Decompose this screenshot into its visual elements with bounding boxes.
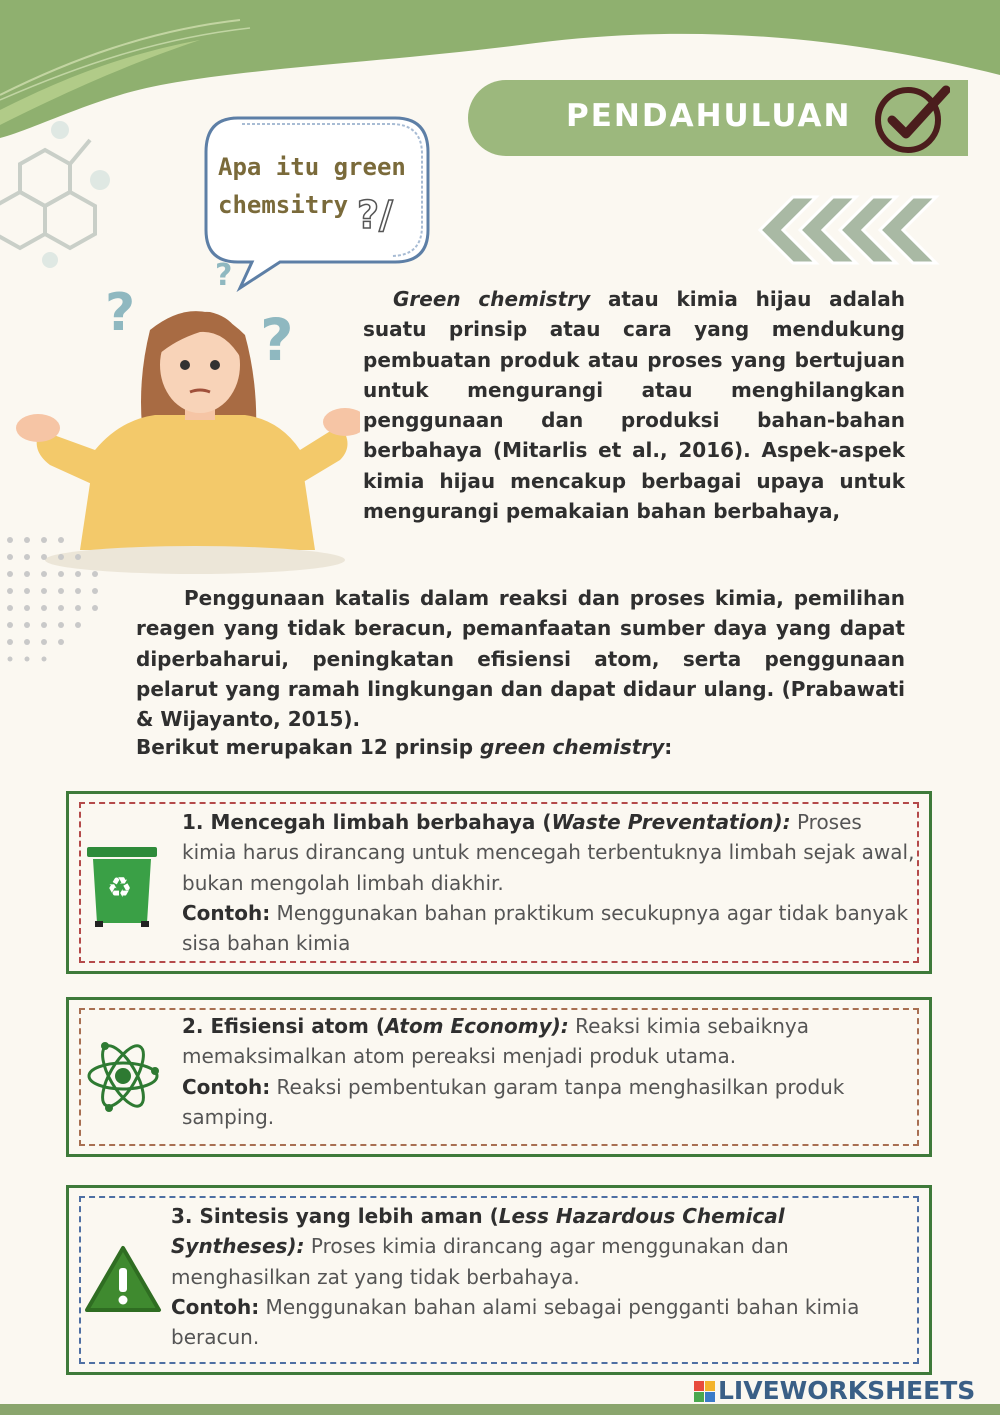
principle-title-en-1: Waste Preventation): xyxy=(551,810,791,834)
watermark[interactable]: LIVEWORKSHEETS xyxy=(718,1376,976,1405)
page-title: PENDAHULUAN xyxy=(566,98,852,134)
svg-text:?: ? xyxy=(215,258,233,293)
footer-bar xyxy=(0,1404,1000,1415)
aspects-text: Penggunaan katalis dalam reaksi dan proses kimia, pemilihan reagen yang tidak beracun, pemanfaatan sumber daya yang dapat diperbaharui, peningkatan efisiensi atom, serta penggunaan pelarut yang ramah lingkungan dan dapat didaur ulang. (Prabawati & Wijayanto, 2015). xyxy=(136,586,905,732)
principle-example-1: Menggunakan bahan praktikum secukupnya agar tidak banyak sisa bahan kimia xyxy=(182,900,909,956)
aspects-paragraph xyxy=(136,583,905,734)
principle-title-en-3: Less Hazardous Chemical Syntheses): xyxy=(171,1204,785,1259)
principle-example-label-2: Contoh: xyxy=(182,1074,271,1099)
principle-example-label-1: Contoh: xyxy=(182,900,271,925)
svg-text:?/: ?/ xyxy=(357,193,393,237)
list-intro xyxy=(136,735,672,759)
atom-icon xyxy=(85,1038,161,1114)
principle-example-label-3: Contoh: xyxy=(171,1294,260,1319)
svg-text:?: ? xyxy=(105,283,136,343)
principle-example-3: Menggunakan bahan alami sebagai pengganti bahan kimia beracun. xyxy=(171,1294,860,1350)
list-intro-term: green chemistry xyxy=(480,735,665,759)
molecule-icon xyxy=(0,120,130,270)
principle-text-1 xyxy=(182,807,922,958)
principle-desc-2: Reaksi kimia sebaiknya memaksimalkan atom pereaksi menjadi produk utama. xyxy=(182,1014,809,1069)
dot-pattern xyxy=(5,535,115,665)
intro-paragraph xyxy=(363,284,905,526)
principle-title-1: 1. Mencegah limbah berbahaya ( xyxy=(182,810,552,834)
question-exclamation-icon xyxy=(355,188,407,238)
liveworksheets-logo-icon xyxy=(694,1381,716,1403)
svg-text:♻: ♻ xyxy=(107,871,133,904)
principle-desc-3: Proses kimia dirancang agar menggunakan dan menghasilkan zat yang tidak berbahaya. xyxy=(171,1234,789,1289)
principle-text-3 xyxy=(171,1201,911,1352)
recycle-bin-icon xyxy=(85,845,160,930)
principle-desc-1: Proses kimia harus dirancang untuk mencegah terbentuknya limbah sejak awal, bukan mengolah limbah diakhir. xyxy=(182,810,915,895)
principle-title-3: 3. Sintesis yang lebih aman ( xyxy=(171,1204,499,1228)
confused-person-illustration xyxy=(10,250,360,580)
intro-text: atau kimia hijau adalah suatu prinsip atau cara yang mendukung pembuatan produk atau proses yang bertujuan untuk mengurangi atau menghilangkan penggunaan dan produksi bahan-bahan berbahaya (Mitarlis et al., 2016). Aspek-aspek kimia hijau mencakup berbagai upaya untuk mengurangi pemakaian bahan berbahaya, xyxy=(363,287,906,524)
bubble-line-2: chemsitry xyxy=(218,191,349,219)
list-intro-prefix: Berikut merupakan 12 prinsip xyxy=(136,735,481,759)
principle-text-2 xyxy=(182,1011,892,1132)
principle-title-2: 2. Efisiensi atom ( xyxy=(182,1014,385,1038)
bubble-line-1: Apa itu green xyxy=(218,153,406,181)
principle-title-en-2: Atom Economy): xyxy=(385,1014,569,1038)
svg-text:?: ? xyxy=(260,306,294,374)
list-intro-suffix: : xyxy=(664,735,673,759)
chevrons-left-icon xyxy=(748,195,948,265)
intro-term: Green chemistry xyxy=(393,287,591,311)
warning-icon xyxy=(84,1244,162,1316)
principle-example-2: Reaksi pembentukan garam tanpa menghasilkan produk samping. xyxy=(182,1074,845,1129)
checkmark-icon xyxy=(872,84,950,154)
